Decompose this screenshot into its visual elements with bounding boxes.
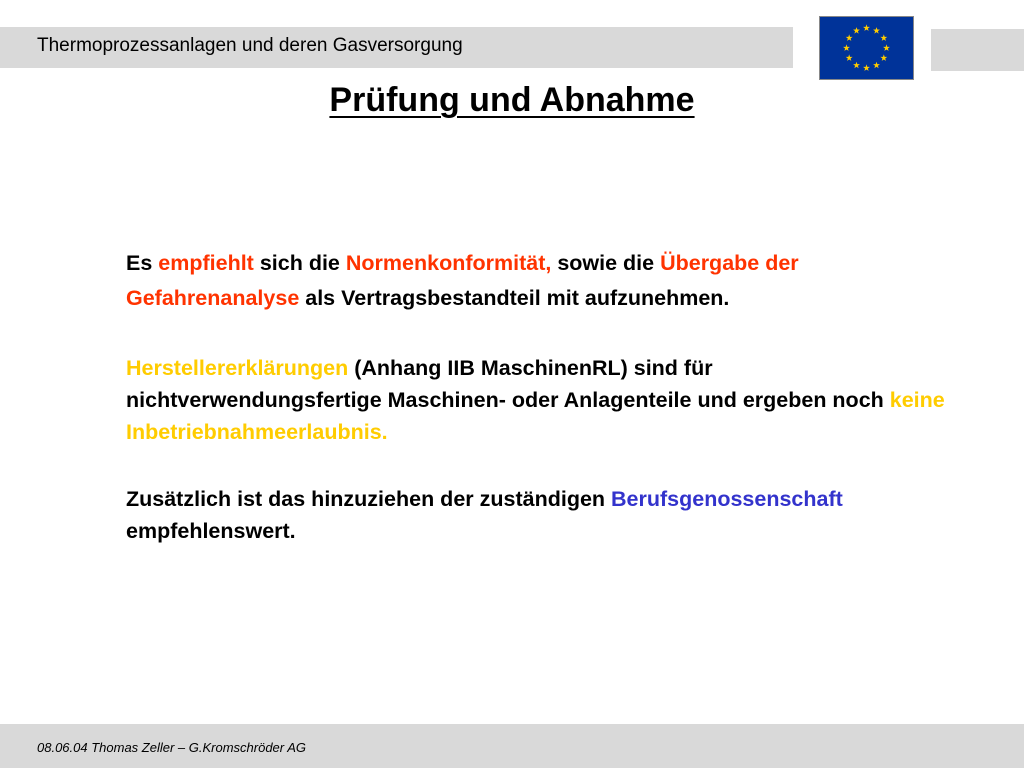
header-right-bar [931, 29, 1024, 71]
p2-highlight-keine-inbetriebnahmeerlaubnis: keine Inbetriebnahmeerlaubnis. [126, 388, 945, 444]
paragraph-berufsgenossenschaft [126, 483, 956, 547]
footer-text: 08.06.04 Thomas Zeller – G.Kromschröder AG [37, 740, 307, 755]
eu-flag-icon [820, 17, 913, 79]
p1-text-3: sowie die [551, 251, 661, 275]
p3-highlight-berufsgenossenschaft: Berufsgenossenschaft [611, 487, 843, 511]
p1-text-4: als Vertragsbestandteil mit aufzunehmen. [299, 286, 730, 310]
eu-flag-logo [819, 16, 914, 80]
p1-text-1: Es [126, 251, 159, 275]
p3-text-2: empfehlenswert. [126, 519, 296, 543]
p2-text-1: (Anhang IIB MaschinenRL) sind für nichtverwendungsfertige Maschinen- oder Anlagenteile und ergeben noch [126, 356, 890, 412]
paragraph-recommendation [126, 246, 956, 316]
slide-body [126, 246, 956, 547]
p1-text-2: sich die [253, 251, 346, 275]
p3-text-1: Zusätzlich ist das hinzuziehen der zuständigen [126, 487, 612, 511]
p1-highlight-empfiehlt: empfiehlt [158, 251, 254, 275]
slide-title: Prüfung und Abnahme [329, 81, 695, 119]
header-title: Thermoprozessanlagen und deren Gasversorgung [37, 35, 463, 56]
p2-highlight-herstellererklaerungen: Herstellererklärungen [126, 356, 349, 380]
p1-highlight-gefahrenanalyse: Übergabe der Gefahrenanalyse [126, 251, 799, 310]
p1-highlight-normenkonformitaet: Normenkonformität, [345, 251, 552, 275]
paragraph-herstellererklaerungen [126, 352, 956, 448]
